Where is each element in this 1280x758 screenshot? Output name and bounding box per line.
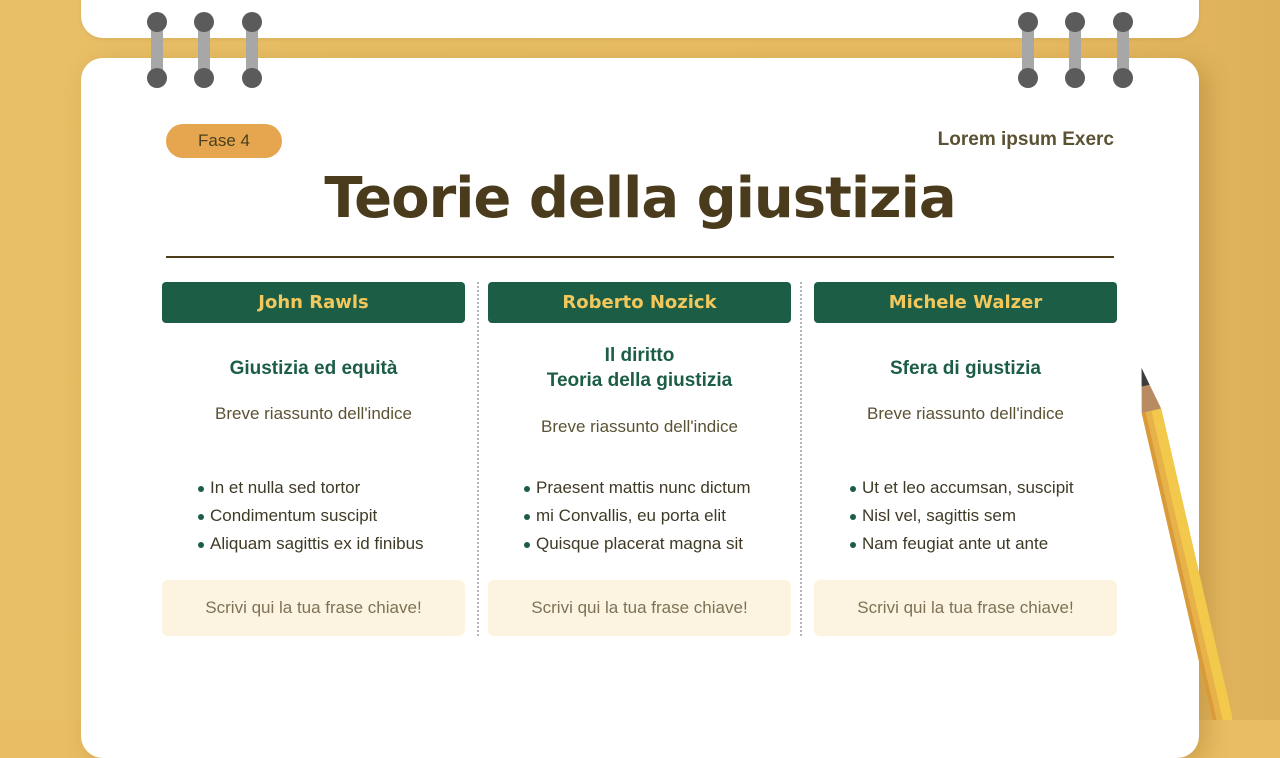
list-item: Praesent mattis nunc dictum (524, 478, 750, 506)
key-phrase-box[interactable]: Scrivi qui la tua frase chiave! (488, 580, 791, 636)
bullet-list (198, 478, 424, 562)
bullet-icon (850, 542, 856, 548)
list-item: Quisque placerat magna sit (524, 534, 750, 562)
list-item: mi Convallis, eu porta elit (524, 506, 750, 534)
column-divider (477, 282, 479, 636)
column-subtitle (162, 356, 465, 381)
spiral-ring-icon (1065, 12, 1085, 88)
column-walzer (814, 282, 1117, 617)
spiral-ring-icon (194, 12, 214, 88)
list-item: Nisl vel, sagittis sem (850, 506, 1074, 534)
header-right-text: Lorem ipsum Exerc (937, 129, 1114, 150)
spiral-ring-icon (147, 12, 167, 88)
column-header: Michele Walzer (814, 282, 1117, 323)
subtitle-line: Teoria della giustizia (546, 370, 733, 391)
list-item: Ut et leo accumsan, suscipit (850, 478, 1074, 506)
column-summary: Breve riassunto dell'indice (867, 404, 1064, 423)
bullet-icon (524, 514, 530, 520)
page-title: Teorie della giustizia (324, 166, 956, 231)
title-divider (166, 256, 1114, 258)
bullet-icon (850, 514, 856, 520)
bullet-icon (524, 486, 530, 492)
column-header: John Rawls (162, 282, 465, 323)
column-nozick (488, 282, 791, 617)
column-summary: Breve riassunto dell'indice (215, 404, 412, 423)
subtitle-line: Sfera di giustizia (890, 358, 1041, 379)
bullet-icon (198, 514, 204, 520)
list-item: In et nulla sed tortor (198, 478, 424, 506)
spiral-ring-icon (1113, 12, 1133, 88)
bullet-icon (198, 542, 204, 548)
key-phrase-box[interactable]: Scrivi qui la tua frase chiave! (162, 580, 465, 636)
column-summary: Breve riassunto dell'indice (541, 417, 738, 436)
bullet-icon (524, 542, 530, 548)
spiral-ring-icon (1018, 12, 1038, 88)
subtitle-line: Il diritto (604, 345, 675, 366)
column-header: Roberto Nozick (488, 282, 791, 323)
column-subtitle (488, 343, 791, 393)
phase-badge: Fase 4 (166, 124, 282, 158)
column-rawls (162, 282, 465, 617)
key-phrase-box[interactable]: Scrivi qui la tua frase chiave! (814, 580, 1117, 636)
list-item: Nam feugiat ante ut ante (850, 534, 1074, 562)
bullet-list (850, 478, 1074, 562)
subtitle-line: Giustizia ed equità (229, 358, 398, 379)
spiral-ring-icon (242, 12, 262, 88)
pencil-icon (1112, 360, 1232, 720)
column-subtitle (814, 356, 1117, 381)
list-item: Condimentum suscipit (198, 506, 424, 534)
bullet-icon (198, 486, 204, 492)
list-item: Aliquam sagittis ex id finibus (198, 534, 424, 562)
bullet-icon (850, 486, 856, 492)
bullet-list (524, 478, 750, 562)
column-divider (800, 282, 802, 636)
